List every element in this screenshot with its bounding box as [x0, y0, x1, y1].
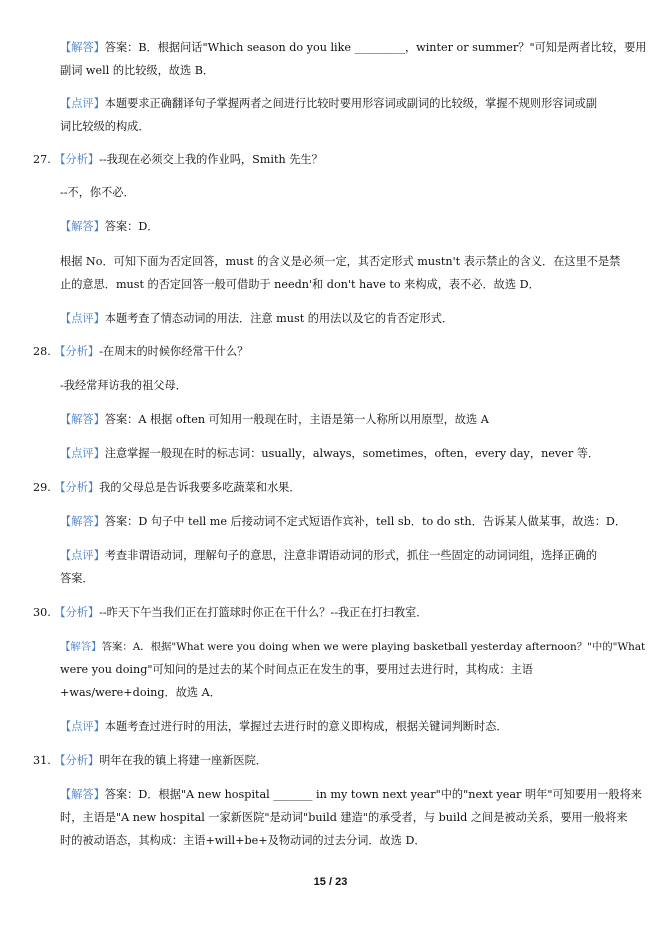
comment-tag: 【点评】: [60, 549, 105, 562]
answer-tag: 【解答】: [60, 220, 105, 233]
answer-tag: 【解答】: [60, 413, 105, 426]
comment-text: 本题考查过进行时的用法，掌握过去进行时的意义即构成，根据关键词判断时态．: [104, 720, 508, 733]
analysis-tag: 【分析】: [54, 345, 100, 358]
page-number: 15 / 23: [313, 876, 348, 888]
question-27-answer: [60, 219, 159, 235]
answer-tag: 【解答】: [60, 41, 105, 54]
comment-tag: 【点评】: [60, 447, 105, 460]
question-27-explanation: 根据 No．可知下面为否定回答，must 的含义是必须一定，其否定形式 mustn't 表示禁止的含义．在这里不是禁: [60, 255, 621, 268]
question-number: 29.: [33, 481, 51, 494]
question-27-explanation: 止的意思．must 的否定回答一般可借助于 needn'和 don't have to 来构成，表不必．故选 D．: [60, 278, 540, 291]
comment-tag: 【点评】: [60, 720, 105, 733]
question-31-analysis: [33, 753, 267, 769]
comment-text: 考查非谓语动词，理解句子的意思，注意非谓语动词的形式，抓住一些固定的动词词组，选择正确的: [104, 549, 598, 562]
answer-text: 答案：D 句子中 tell me 后接动词不定式短语作宾补，tell sb．to do sth．告诉某人做某事，故选：D．: [104, 515, 627, 528]
question-29-comment: 答案．: [60, 572, 94, 585]
answer-text: 答案：A 根据 often 可知用一般现在时，主语是第一人称所以用原型，故选 A: [104, 413, 489, 426]
answer-line: 副词 well 的比较级，故选 B．: [60, 64, 215, 77]
analysis-text: 明年在我的镇上将建一座新医院．: [99, 754, 267, 767]
question-28-comment: [60, 446, 599, 462]
question-29-analysis: [33, 480, 301, 496]
answer-text: 答案：D．根据"A new hospital _______ in my town next year"中的"next year 明年"可知要用一般将来: [104, 788, 642, 801]
analysis-tag: 【分析】: [54, 153, 100, 166]
question-30-answer: [60, 639, 645, 655]
comment-tag: 【点评】: [60, 97, 105, 110]
answer-tag: 【解答】: [60, 641, 102, 653]
answer-tag: 【解答】: [60, 788, 105, 801]
comment-line: 词比较级的构成．: [60, 120, 150, 133]
question-number: 30.: [33, 606, 51, 619]
question-27-reply: --不，你不必．: [60, 186, 135, 199]
question-30-answer: were you doing"可知问的是过去的某个时间点正在发生的事，要用过去进行时，其构成：主语: [60, 663, 533, 676]
answer-text: 答案：B．根据问话"Which season do you like _________，winter or summer？"可知是两者比较，要用: [104, 41, 647, 54]
analysis-tag: 【分析】: [54, 606, 100, 619]
answer-tag: 【解答】: [60, 515, 105, 528]
question-30-answer: +was/were+doing．故选 A．: [60, 686, 221, 699]
question-number: 31.: [33, 754, 51, 767]
analysis-tag: 【分析】: [54, 754, 100, 767]
question-28-answer: [60, 412, 489, 428]
comment-text: 本题要求正确翻译句子掌握两者之间进行比较时要用形容词或副词的比较级，掌握不规则形容词或副: [104, 97, 598, 110]
question-31-answer: 时的被动语态，其构成：主语+will+be+及物动词的过去分词．故选 D．: [60, 834, 426, 847]
question-number: 27.: [33, 153, 51, 166]
question-27-comment: [60, 311, 453, 327]
comment-tag: 【点评】: [60, 312, 105, 325]
analysis-text: 我的父母总是告诉我要多吃蔬菜和水果．: [99, 481, 301, 494]
question-27-analysis: [33, 152, 323, 168]
question-30-comment: [60, 719, 508, 735]
answer-line: [60, 40, 647, 56]
comment-line: [60, 96, 597, 112]
analysis-tag: 【分析】: [54, 481, 100, 494]
question-31-answer: 时，主语是"A new hospital 一家新医院"是动词"build 建造"的承受者，与 build 之间是被动关系，要用一般将来: [60, 811, 628, 824]
comment-text: 注意掌握一般现在时的标志词：usually，always，sometimes，often，every day，never 等．: [104, 447, 600, 460]
question-28-analysis: [33, 344, 248, 360]
answer-text: 答案：A．根据"What were you doing when we were playing basketball yesterday afternoon？"中的"What: [101, 641, 646, 653]
comment-text: 本题考查了情态动词的用法．注意 must 的用法以及它的肯否定形式．: [104, 312, 454, 325]
question-29-answer: [60, 514, 626, 530]
question-28-reply: -我经常拜访我的祖父母．: [60, 379, 187, 392]
question-30-analysis: [33, 605, 428, 621]
analysis-text: -在周末的时候你经常干什么？: [99, 345, 249, 358]
question-31-answer: [60, 787, 642, 803]
analysis-text: --昨天下午当我们正在打篮球时你正在干什么？--我正在打扫教室．: [99, 606, 428, 619]
answer-text: 答案：D．: [104, 220, 159, 233]
question-29-comment: [60, 548, 597, 564]
analysis-text: --我现在必须交上我的作业吗，Smith 先生？: [99, 153, 323, 166]
question-number: 28.: [33, 345, 51, 358]
